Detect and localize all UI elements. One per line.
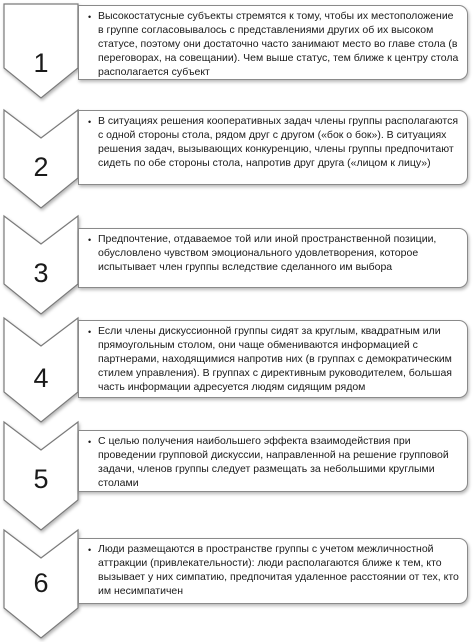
step-6-text-box <box>78 538 468 604</box>
step-5 <box>4 422 78 530</box>
step-1-text: Высокостатусные субъекты стремятся к тому, чтобы их местоположение в группе согласовывалось с представлениями других об их высоком статусе, поэтому они достаточно часто занимают место во главе стола (в переговорах, на совещании). Чем выше статус, тем ближе к центру стола располагается субъект <box>98 10 459 78</box>
bullet-3: • <box>88 235 92 245</box>
step-3-text: Предпочтение, отдаваемое той или иной пространственной позиции, обусловлено чувством эмоционального удовлетворения, которое испытывает член группы вследствие сделанного им выбора <box>98 233 437 273</box>
step-6-text: Люди размещаются в пространстве группы с учетом межличностной аттракции (привлекательности): люди располагаются ближе к тем, кто вызывает у них симпатию, предпочитая удаленное расстоянии от тех, кто им несимпатичен <box>98 543 459 597</box>
bullet-4: • <box>88 327 92 337</box>
bullet-1: • <box>88 12 92 22</box>
step-2 <box>4 110 78 208</box>
bullet-2: • <box>88 117 92 127</box>
step-3 <box>4 216 78 314</box>
step-number-3: 3 <box>33 258 49 288</box>
bullet-6: • <box>88 545 92 555</box>
step-2-text: В ситуациях решения кооперативных задач члены группы располагаются с одной стороны стола, рядом друг с другом («бок о бок»). В ситуациях решения задач, вызывающих конкуренцию, члены группы предпочитают сидеть по обе стороны стола, напротив друг друга («лицом к лицу») <box>98 115 459 169</box>
step-number-1: 1 <box>33 48 49 78</box>
step-4-text-box <box>78 320 468 398</box>
step-6 <box>4 530 78 638</box>
bullet-5: • <box>88 437 92 447</box>
step-number-5: 5 <box>33 464 49 494</box>
step-5-text-box <box>78 430 468 492</box>
step-3-text-box <box>78 228 468 288</box>
step-4 <box>4 318 78 422</box>
step-2-text-box <box>78 110 468 185</box>
step-1 <box>4 4 78 98</box>
step-number-2: 2 <box>33 152 49 182</box>
step-1-text-box <box>78 5 468 80</box>
step-4-text: Если члены дискуссионной группы сидят за круглым, квадратным или прямоугольным столом, они чаще обмениваются информацией с партнерами, находящимися напротив них (в группах с демократическим стилем управления). В группах с директивным руководителем, большая часть информации адресуется людям сидящим рядом <box>98 325 452 393</box>
step-5-text: С целью получения наибольшего эффекта взаимодействия при проведении групповой дискуссии, направленной на решение групповой задачи, членов группы следует размещать за небольшими круглыми столами <box>98 435 449 489</box>
step-number-6: 6 <box>33 568 49 598</box>
step-number-4: 4 <box>33 363 49 393</box>
